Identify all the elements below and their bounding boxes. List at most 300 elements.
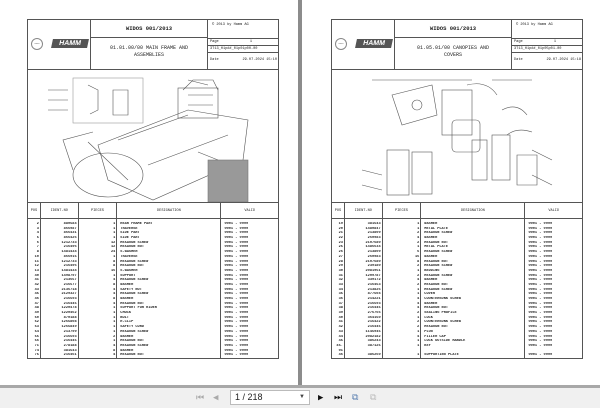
cell-pieces: 4 bbox=[417, 306, 420, 311]
next-page-button[interactable]: ▶ bbox=[318, 393, 324, 403]
cell-valid: 0001 - 9999 bbox=[528, 315, 553, 320]
cell-pieces: 1 bbox=[113, 306, 116, 311]
cell-pos: 13 bbox=[34, 268, 39, 273]
cell-designation: HEXAGON NUT bbox=[120, 264, 145, 269]
cell-valid: 0001 - 9999 bbox=[224, 353, 249, 358]
cell-pos: 42 bbox=[338, 325, 343, 330]
cell-pos: 11 bbox=[34, 259, 39, 264]
cell-pieces: 8 bbox=[113, 348, 116, 353]
column-header: PIECES bbox=[383, 203, 422, 218]
cell-ident-no: 1498797 bbox=[61, 273, 77, 278]
cell-ident-no: 2081951 bbox=[365, 268, 381, 273]
cell-pieces: 1 bbox=[113, 231, 116, 236]
cell-pos: 43 bbox=[338, 329, 343, 334]
cell-ident-no: 260983 bbox=[367, 236, 381, 241]
cell-valid: 0001 - 9999 bbox=[224, 334, 249, 339]
cell-pieces: 2 bbox=[417, 282, 420, 287]
cell-designation: WASHER bbox=[120, 297, 134, 301]
cell-pieces: 4 bbox=[113, 287, 116, 292]
cell-valid: 0001 - 9999 bbox=[224, 343, 249, 348]
cell-designation: HEXAGON SCREW bbox=[120, 329, 149, 334]
column-header: POS bbox=[332, 203, 345, 218]
cell-pos: 53 bbox=[34, 325, 39, 330]
cell-designation: SIDE PART bbox=[120, 236, 140, 241]
cell-ident-no: 216577 bbox=[63, 282, 77, 287]
cell-valid: 0001 - 9999 bbox=[528, 297, 553, 301]
cell-valid: 0001 - 9999 bbox=[528, 320, 553, 325]
cell-ident-no: 213809 bbox=[367, 250, 381, 255]
cell-pos: 21 bbox=[338, 231, 343, 236]
cell-pos: 71 bbox=[34, 343, 39, 348]
cell-pieces: 1 bbox=[113, 273, 116, 278]
document-code: 3T13_H1p##_01p05p01-00 bbox=[514, 47, 562, 51]
cell-pieces: 1 bbox=[417, 268, 420, 273]
cell-designation: HEXAGON NUT bbox=[424, 325, 449, 330]
cell-ident-no: 880584 bbox=[63, 222, 77, 226]
cell-pos: 46 bbox=[34, 297, 39, 301]
cell-pos: 19 bbox=[338, 222, 343, 226]
cell-ident-no: 387125 bbox=[367, 343, 381, 348]
cell-pieces: 1 bbox=[417, 343, 420, 348]
cell-pieces: 12 bbox=[110, 240, 116, 245]
cell-pieces: 4 bbox=[113, 278, 116, 283]
cell-ident-no: 2136718 bbox=[61, 287, 77, 292]
cell-valid: 0001 - 9999 bbox=[224, 273, 249, 278]
cell-pos: 45 bbox=[34, 292, 39, 297]
cell-ident-no: 216593 bbox=[63, 297, 77, 301]
cell-ident-no: 1481434 bbox=[61, 250, 77, 255]
cell-designation: SUPPORT FOR RIDER bbox=[120, 306, 157, 311]
cell-pos: 28 bbox=[338, 259, 343, 264]
copyright: © 2013 by Hamm AG bbox=[516, 23, 553, 27]
table-header bbox=[332, 203, 582, 219]
cell-pieces: 24 bbox=[110, 250, 116, 255]
cell-ident-no: 1220478 bbox=[61, 306, 77, 311]
cell-valid: 0001 - 9999 bbox=[224, 226, 249, 231]
cell-pieces: 1 bbox=[113, 315, 116, 320]
cell-valid: 0001 - 9999 bbox=[224, 259, 249, 264]
cell-pos: 75 bbox=[34, 353, 39, 358]
cell-pieces: 1 bbox=[417, 339, 420, 344]
cell-ident-no: 260983 bbox=[367, 254, 381, 259]
cell-designation: SEALING PROFILE bbox=[424, 311, 457, 316]
cell-valid: 0001 - 9999 bbox=[528, 306, 553, 311]
cell-ident-no: 215422 bbox=[367, 320, 381, 325]
cell-pieces: 4 bbox=[113, 301, 116, 306]
cell-pos: 74 bbox=[34, 348, 39, 353]
cell-pos: 22 bbox=[338, 236, 343, 241]
catalog-title: WIDOS 001/2013 bbox=[395, 20, 511, 38]
cell-valid: 0001 - 9999 bbox=[224, 278, 249, 283]
column-header: DESIGNATION bbox=[117, 203, 221, 218]
date: 29.07.2024 bbox=[546, 58, 569, 62]
cell-valid: 0001 - 9999 bbox=[224, 348, 249, 353]
column-header: DESIGNATION bbox=[421, 203, 525, 218]
cell-designation: HEXAGON NUT bbox=[424, 306, 449, 311]
cell-pieces: 8 bbox=[113, 282, 116, 287]
column-header: VALID bbox=[548, 209, 560, 213]
cell-pos: 34 bbox=[338, 287, 343, 292]
seal-logo: HAMM bbox=[31, 38, 43, 50]
cell-valid: 0001 - 9999 bbox=[224, 231, 249, 236]
cell-designation: LOCK OUTSIDE HANDLE bbox=[424, 339, 466, 344]
cell-pos: 20 bbox=[338, 226, 343, 231]
cell-valid: 0001 - 9999 bbox=[224, 329, 249, 334]
cell-pos: 8 bbox=[36, 250, 39, 255]
cell-pieces: 2 bbox=[417, 325, 420, 330]
pdf-page-left bbox=[0, 0, 298, 385]
cell-pieces: 1 bbox=[417, 226, 420, 231]
cell-valid: 0001 - 9999 bbox=[528, 325, 553, 330]
chevron-down-icon[interactable]: ▼ bbox=[299, 394, 305, 400]
cell-ident-no: 213809 bbox=[367, 231, 381, 236]
cell-valid: 0001 - 9999 bbox=[528, 329, 553, 334]
cell-valid: 0001 - 9999 bbox=[528, 282, 553, 287]
cell-designation: CHOCK bbox=[120, 311, 132, 316]
cell-designation: BOLT bbox=[120, 315, 129, 320]
title-block bbox=[332, 20, 582, 70]
table-row bbox=[28, 353, 278, 358]
cell-valid: 0001 - 9999 bbox=[224, 268, 249, 273]
cell-valid: 0001 - 9999 bbox=[224, 287, 249, 292]
parts-table bbox=[28, 202, 278, 359]
cell-valid: 0001 - 9999 bbox=[528, 231, 553, 236]
document-code: 3T13_H1p##_01p01p00-00 bbox=[210, 47, 258, 51]
cell-designation: HEXAGON NUT bbox=[120, 353, 145, 358]
seal-logo: HAMM bbox=[335, 38, 347, 50]
meta-cell bbox=[207, 20, 279, 70]
cell-pos: 48 bbox=[34, 306, 39, 311]
cell-pieces: 2 bbox=[417, 273, 420, 278]
prev-page-button[interactable]: ◀ bbox=[213, 393, 219, 403]
table-row bbox=[332, 353, 582, 358]
cell-pos: 4 bbox=[36, 231, 39, 236]
cell-valid: 0001 - 9999 bbox=[528, 301, 553, 306]
cell-pos: 50 bbox=[34, 315, 39, 320]
cell-designation: SAFETY CORD bbox=[120, 325, 145, 330]
cell-ident-no: 1265849 bbox=[61, 325, 77, 330]
cell-pieces: 4 bbox=[417, 278, 420, 283]
cell-ident-no: 213657 bbox=[63, 278, 77, 283]
cell-valid: 0001 - 9999 bbox=[224, 236, 249, 241]
cell-pieces: 2 bbox=[417, 320, 420, 325]
cell-pieces: 4 bbox=[113, 343, 116, 348]
cell-designation: PLUG bbox=[424, 329, 433, 334]
cell-valid: 0001 - 9999 bbox=[224, 254, 249, 259]
cell-pieces: 8 bbox=[417, 259, 420, 264]
page-number: 1 bbox=[249, 40, 252, 44]
cell-pos: 52 bbox=[34, 320, 39, 325]
section-title bbox=[395, 40, 511, 59]
cell-designation: COUNTERSUNK SCREW bbox=[424, 297, 461, 301]
cell-pos: 25 bbox=[338, 245, 343, 250]
cell-ident-no: 364150 bbox=[367, 315, 381, 320]
cell-designation: HEXAGON SCREW bbox=[424, 231, 453, 236]
cell-valid: 0001 - 9999 bbox=[528, 245, 553, 250]
two-page-view-icon[interactable]: ⧉ bbox=[352, 393, 359, 403]
cell-valid: 0001 - 9999 bbox=[224, 245, 249, 250]
cell-designation: WASHER bbox=[120, 334, 134, 339]
cell-valid: 0001 - 9999 bbox=[528, 339, 553, 344]
catalog-title: WIDOS 001/2013 bbox=[91, 20, 207, 38]
cell-pos: 45 bbox=[338, 339, 343, 344]
cell-pos: 31 bbox=[338, 273, 343, 278]
cell-designation: KEY bbox=[424, 343, 431, 348]
page-number: 1 bbox=[553, 40, 556, 44]
cell-designation: WASHER bbox=[424, 254, 438, 259]
cell-designation: WASHER bbox=[424, 278, 438, 283]
cell-pieces: 1 bbox=[417, 287, 420, 292]
cell-pieces: 12 bbox=[110, 245, 116, 250]
cell-ident-no: 386260 bbox=[367, 353, 381, 358]
cell-pieces: 4 bbox=[113, 353, 116, 358]
last-page-button[interactable]: ⏭ bbox=[334, 393, 343, 403]
cell-ident-no: 216445 bbox=[367, 325, 381, 330]
cell-designation: METAL PLATE bbox=[424, 245, 449, 250]
cell-designation: TRAVERSE bbox=[120, 226, 138, 231]
cell-ident-no: 2107680 bbox=[365, 259, 381, 264]
hamm-logo: HAMM bbox=[51, 39, 89, 48]
cell-pieces: 6 bbox=[417, 250, 420, 255]
cell-valid: 0001 - 9999 bbox=[528, 273, 553, 278]
cell-designation: R-CLIP bbox=[120, 320, 134, 325]
exploded-parts-diagram bbox=[332, 70, 582, 220]
cell-designation: HEXAGON NUT bbox=[120, 245, 145, 250]
cell-valid: 0001 - 9999 bbox=[528, 292, 553, 297]
cell-ident-no: 866987 bbox=[63, 226, 77, 231]
cell-ident-no: 216445 bbox=[367, 306, 381, 311]
cell-pos: 47 bbox=[34, 301, 39, 306]
cell-designation: SAFETY NUT bbox=[120, 287, 142, 292]
cell-designation: WASHER bbox=[424, 301, 438, 306]
cell-designation: HEXAGON NUT bbox=[120, 301, 145, 306]
cell-ident-no: 381543 bbox=[63, 348, 77, 353]
page-number-input[interactable] bbox=[230, 390, 310, 405]
cell-valid: 0001 - 9999 bbox=[224, 282, 249, 287]
cell-ident-no: 216593 bbox=[367, 301, 381, 306]
date-label: Date bbox=[210, 58, 219, 62]
cell-pos: 29 bbox=[338, 264, 343, 269]
cell-pieces: 1 bbox=[113, 222, 116, 226]
column-header: VALID bbox=[244, 209, 256, 213]
cell-valid: 0001 - 9999 bbox=[528, 287, 553, 292]
cell-pos: 38 bbox=[338, 306, 343, 311]
cell-valid: 0001 - 9999 bbox=[224, 339, 249, 344]
title-block bbox=[28, 20, 278, 70]
column-header: IDENT-NO bbox=[345, 203, 383, 218]
cell-pieces: 1 bbox=[113, 236, 116, 241]
cell-pos: 41 bbox=[338, 320, 343, 325]
cell-ident-no: 1486634 bbox=[365, 245, 381, 250]
cell-pos: 46 bbox=[338, 353, 343, 358]
column-header: POS bbox=[28, 203, 41, 218]
cell-pieces: 8 bbox=[113, 264, 116, 269]
cell-designation: COVER bbox=[424, 292, 436, 297]
cell-valid: 0001 - 9999 bbox=[528, 343, 553, 348]
cell-designation: WASHER bbox=[424, 236, 438, 241]
cell-pos: 10 bbox=[34, 254, 39, 259]
cell-pieces: 4 bbox=[417, 334, 420, 339]
cell-valid: 0001 - 9999 bbox=[224, 306, 249, 311]
date-label: Date bbox=[514, 58, 523, 62]
cell-pieces: 4 bbox=[113, 292, 116, 297]
cell-designation: HEXAGON NUT bbox=[424, 240, 449, 245]
cell-designation: SUPPORTING PLATE bbox=[424, 353, 459, 358]
cell-pos: 40 bbox=[338, 315, 343, 320]
cell-pos: 54 bbox=[34, 329, 39, 334]
cell-designation: HEXAGON SCREW bbox=[120, 292, 149, 297]
cell-valid: 0001 - 9999 bbox=[224, 311, 249, 316]
cell-ident-no: 386243 bbox=[367, 339, 381, 344]
cell-valid: 0001 - 9999 bbox=[224, 325, 249, 330]
cell-valid: 0001 - 9999 bbox=[528, 254, 553, 259]
cell-pieces: 2 bbox=[113, 334, 116, 339]
cell-designation: SIDE PART bbox=[120, 231, 140, 236]
cell-pos: 5 bbox=[36, 236, 39, 241]
meta-cell bbox=[511, 20, 583, 70]
cell-pos: 30 bbox=[338, 268, 343, 273]
cell-pieces: 1 bbox=[417, 222, 420, 226]
cell-pieces: 2 bbox=[417, 240, 420, 245]
cell-pieces: 2 bbox=[417, 231, 420, 236]
cell-ident-no: 278188 bbox=[63, 343, 77, 348]
catalog-sheet bbox=[27, 19, 279, 359]
cell-pieces: 1 bbox=[113, 311, 116, 316]
cell-designation: HEXAGON SCREW bbox=[120, 240, 149, 245]
cell-designation: HEXAGON SCREW bbox=[120, 278, 149, 283]
cell-valid: 0001 - 9999 bbox=[528, 259, 553, 264]
cell-pos: 2 bbox=[36, 222, 39, 226]
cell-designation: S-WASHER bbox=[120, 250, 138, 255]
single-page-view-icon[interactable]: ⧉ bbox=[370, 393, 377, 403]
cell-ident-no: 216496 bbox=[63, 245, 77, 250]
cell-pos: 27 bbox=[338, 254, 343, 259]
cell-pieces: 8 bbox=[113, 259, 116, 264]
cell-ident-no: 1212733 bbox=[61, 259, 77, 264]
cell-pieces: 16 bbox=[414, 254, 420, 259]
cell-valid: 0001 - 9999 bbox=[528, 268, 553, 273]
column-header: IDENT-NO bbox=[41, 203, 79, 218]
cell-designation: BEDDING bbox=[424, 268, 440, 273]
catalog-sheet bbox=[331, 19, 583, 359]
cell-ident-no: 216593 bbox=[63, 334, 77, 339]
cell-ident-no: 216461 bbox=[63, 353, 77, 358]
first-page-button[interactable]: ⏮ bbox=[196, 393, 205, 403]
cell-pieces: 1 bbox=[113, 320, 116, 325]
cell-ident-no: 214221 bbox=[367, 297, 381, 301]
cell-pos: 23 bbox=[338, 240, 343, 245]
page-label: Page bbox=[514, 40, 523, 44]
cell-pieces: 1 bbox=[113, 329, 116, 334]
cell-valid: 0001 - 9999 bbox=[528, 222, 553, 226]
cell-ident-no: 1481434 bbox=[61, 268, 77, 273]
cell-ident-no: 381543 bbox=[367, 222, 381, 226]
page-label: Page bbox=[210, 40, 219, 44]
cell-valid: 0001 - 9999 bbox=[224, 297, 249, 301]
table-header bbox=[28, 203, 278, 219]
cell-ident-no: 339172 bbox=[367, 278, 381, 283]
section-title bbox=[91, 40, 207, 59]
cell-valid: 0001 - 9999 bbox=[224, 301, 249, 306]
cell-valid: 0001 - 9999 bbox=[528, 226, 553, 231]
cell-ident-no: 276766 bbox=[367, 311, 381, 316]
cell-pos: 35 bbox=[338, 292, 343, 297]
cell-designation: REAR FRAME PART bbox=[120, 222, 153, 226]
cell-pos: 01 bbox=[338, 348, 343, 353]
cell-valid: 0001 - 9999 bbox=[224, 264, 249, 269]
cell-pos: 7 bbox=[36, 245, 39, 250]
cell-ident-no: 239180 bbox=[367, 264, 381, 269]
cell-valid: 0001 - 9999 bbox=[528, 334, 553, 339]
cell-pieces: 1 bbox=[417, 245, 420, 250]
cell-ident-no: 866915 bbox=[63, 254, 77, 259]
section-line-2: ASSEMBLIES bbox=[133, 52, 164, 58]
cell-pieces: 1 bbox=[417, 292, 420, 297]
cell-designation: HEXAGON SCREW bbox=[424, 264, 453, 269]
cell-pieces: 2 bbox=[417, 311, 420, 316]
cell-ident-no: 2107680 bbox=[365, 240, 381, 245]
cell-designation: WASHER bbox=[120, 348, 134, 353]
cell-pieces: 8 bbox=[113, 297, 116, 301]
cell-designation: WASHER bbox=[120, 282, 134, 287]
cell-pieces: 1 bbox=[113, 254, 116, 259]
cell-pieces: 1 bbox=[113, 226, 116, 231]
cell-designation: S-WASHER bbox=[120, 268, 138, 273]
cell-designation: FILLER CAP bbox=[424, 334, 446, 339]
logo-cell bbox=[332, 20, 395, 70]
column-header: PIECES bbox=[79, 203, 118, 218]
cell-designation: HEXAGON SCREW bbox=[120, 259, 149, 264]
section-line-1: 01.05.01/00 CANOPIES AND bbox=[416, 45, 489, 51]
cell-ident-no: 213826 bbox=[367, 287, 381, 292]
cell-pos: 32 bbox=[338, 278, 343, 283]
cell-designation: HEXAGON SCREW bbox=[424, 273, 453, 278]
cell-designation: HEXAGON SCREW bbox=[120, 343, 149, 348]
cell-pieces: 4 bbox=[417, 236, 420, 241]
cell-pieces: 2 bbox=[417, 264, 420, 269]
cell-ident-no: 216496 bbox=[63, 264, 77, 269]
cell-ident-no: 1209787 bbox=[365, 273, 381, 278]
cell-ident-no: 870188 bbox=[63, 315, 77, 320]
cell-valid: 0001 - 9999 bbox=[224, 240, 249, 245]
cell-pos: 44 bbox=[338, 334, 343, 339]
parts-table bbox=[332, 202, 582, 359]
time: 15:10 bbox=[266, 58, 277, 62]
cell-designation: WASHER bbox=[424, 222, 438, 226]
cell-ident-no: 1220462 bbox=[61, 311, 77, 316]
cell-valid: 0001 - 9999 bbox=[224, 250, 249, 255]
cell-valid: 0001 - 9999 bbox=[528, 264, 553, 269]
cell-valid: 0001 - 9999 bbox=[528, 353, 553, 358]
cell-designation: HEXAGON SCREW bbox=[424, 250, 453, 255]
cell-valid: 0001 - 9999 bbox=[224, 320, 249, 325]
cell-ident-no: 216453 bbox=[367, 282, 381, 287]
logo-cell bbox=[28, 20, 91, 70]
cell-pos: 55 bbox=[34, 334, 39, 339]
cell-valid: 0001 - 9999 bbox=[528, 240, 553, 245]
hamm-logo: HAMM bbox=[355, 39, 393, 48]
cell-ident-no: 866426 bbox=[63, 236, 77, 241]
pdf-navigation-toolbar bbox=[0, 385, 600, 408]
cell-pos: 56 bbox=[34, 339, 39, 344]
cell-pieces: 16 bbox=[110, 268, 116, 273]
cell-pos: 40 bbox=[34, 273, 39, 278]
cell-pieces: 1 bbox=[113, 339, 116, 344]
cell-designation: SUPPORT bbox=[120, 273, 136, 278]
cell-valid: 0001 - 9999 bbox=[224, 315, 249, 320]
cell-designation: LOCK bbox=[424, 315, 433, 320]
cell-pos: 43 bbox=[34, 287, 39, 292]
